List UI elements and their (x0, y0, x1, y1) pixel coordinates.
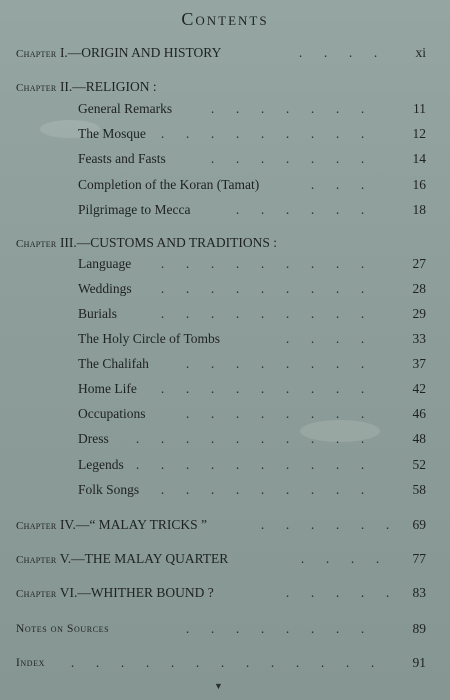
toc-entry[interactable] (0, 200, 450, 220)
page-number: 37 (412, 356, 426, 371)
dot-leader: . . . . . . (235, 202, 365, 217)
toc-chapter-6[interactable] (0, 583, 450, 603)
entry-label: Feasts and Fasts (78, 151, 166, 166)
toc-entry[interactable] (0, 404, 450, 424)
dot-leader: . . . . (298, 45, 378, 60)
toc-chapter-5[interactable] (0, 549, 450, 569)
entry-label: The Chalifah (78, 356, 149, 371)
chapter-label: Chapter II.—RELIGION : (16, 79, 157, 94)
dot-leader: . . . . . . . . . (160, 256, 365, 271)
dot-leader: . . . . . . . . . (160, 281, 365, 296)
dot-leader: . . . . (285, 331, 365, 346)
page-title: Contents (181, 9, 269, 29)
page-number: 48 (412, 431, 426, 446)
dot-leader: . . . . . . . (210, 151, 365, 166)
page-number: 89 (412, 621, 426, 636)
page-number: 28 (412, 281, 426, 296)
page-number: 14 (412, 151, 426, 166)
toc-entry[interactable] (0, 304, 450, 324)
toc-notes-on-sources[interactable] (0, 619, 450, 639)
toc-chapter-1[interactable] (0, 43, 450, 63)
entry-label: Occupations (78, 406, 146, 421)
dot-leader: . . . . . . . . (185, 356, 365, 371)
page-number: xi (415, 45, 426, 60)
page-number: 58 (412, 482, 426, 497)
dot-leader: . . . . . . . . . . (135, 431, 365, 446)
page-number: 42 (412, 381, 426, 396)
entry-label: Home Life (78, 381, 137, 396)
entry-label: Completion of the Koran (Tamat) (78, 177, 260, 192)
page-turn-arrow-icon: ▼ (214, 681, 223, 691)
page-number: 69 (412, 517, 426, 532)
chapter-label: Chapter V.—THE MALAY QUARTER (16, 551, 229, 566)
dot-leader: . . . (310, 177, 365, 192)
dot-leader: . . . . . . . . . . (135, 457, 365, 472)
dot-leader: . . . . . . . . (185, 406, 365, 421)
dot-leader: . . . . . . (260, 517, 390, 532)
dot-leader: . . . . . . . . . (160, 126, 365, 141)
page-number: 18 (412, 202, 426, 217)
dot-leader: . . . . (300, 551, 380, 566)
page-number: 27 (412, 256, 426, 271)
toc-entry[interactable] (0, 379, 450, 399)
toc-index[interactable] (0, 653, 450, 673)
page-number: 16 (412, 177, 426, 192)
page-number: 29 (412, 306, 426, 321)
toc-entry[interactable] (0, 455, 450, 475)
page-number: 77 (412, 551, 426, 566)
dot-leader: . . . . . . . . . . . . . (70, 655, 375, 670)
page-number: 83 (412, 585, 426, 600)
entry-label: Language (78, 256, 132, 271)
toc-chapter-2[interactable] (0, 77, 450, 97)
toc-entry[interactable] (0, 329, 450, 349)
toc-entry[interactable] (0, 149, 450, 169)
entry-label: Burials (78, 306, 117, 321)
dot-leader: . . . . . . . (210, 101, 365, 116)
dot-leader: . . . . . . . . (185, 621, 365, 636)
toc-entry[interactable] (0, 124, 450, 144)
entry-label: Notes on Sources (16, 623, 110, 635)
entry-label: Dress (78, 431, 109, 446)
toc-entry[interactable] (0, 429, 450, 449)
page-number: 91 (412, 655, 426, 670)
chapter-label: Chapter III.—CUSTOMS AND TRADITIONS : (16, 235, 277, 250)
chapter-label: Chapter IV.—“ MALAY TRICKS ” (16, 517, 207, 532)
entry-label: General Remarks (78, 101, 173, 116)
toc-entry[interactable] (0, 175, 450, 195)
page-number: 46 (412, 406, 426, 421)
entry-label: The Holy Circle of Tombs (78, 331, 221, 346)
toc-entry[interactable] (0, 480, 450, 500)
toc-chapter-4[interactable] (0, 515, 450, 535)
toc-entry[interactable] (0, 279, 450, 299)
chapter-label: Chapter VI.—WHITHER BOUND ? (16, 585, 214, 600)
dot-leader: . . . . . (285, 585, 390, 600)
page-number: 11 (413, 101, 426, 116)
entry-label: Weddings (78, 281, 132, 296)
entry-label: Index (16, 657, 46, 669)
entry-label: Pilgrimage to Mecca (78, 202, 191, 217)
toc-entry[interactable] (0, 254, 450, 274)
entry-label: The Mosque (78, 126, 146, 141)
page-number: 52 (412, 457, 426, 472)
page-number: 33 (412, 331, 426, 346)
toc-chapter-3[interactable] (0, 233, 450, 253)
page-number: 12 (412, 126, 426, 141)
dot-leader: . . . . . . . . . (160, 482, 365, 497)
dot-leader: . . . . . . . . . (160, 381, 365, 396)
chapter-label: Chapter I.—ORIGIN AND HISTORY (16, 45, 222, 60)
entry-label: Folk Songs (78, 482, 140, 497)
entry-label: Legends (78, 457, 124, 472)
toc-entry[interactable] (0, 99, 450, 119)
toc-entry[interactable] (0, 354, 450, 374)
dot-leader: . . . . . . . . . (160, 306, 365, 321)
